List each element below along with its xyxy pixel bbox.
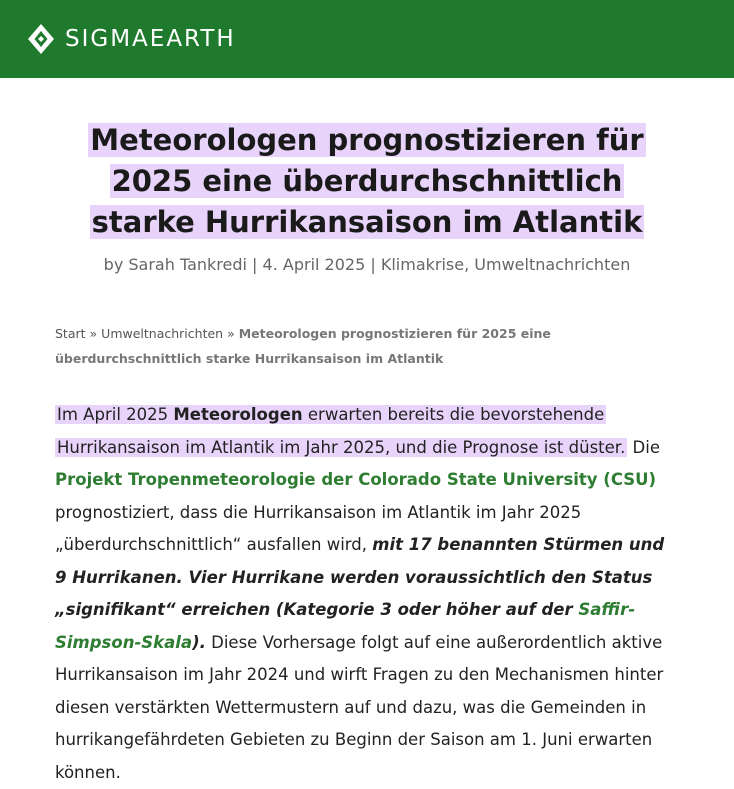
category-link-umweltnachrichten[interactable]: Umweltnachrichten <box>474 255 631 274</box>
sigmaearth-diamond-icon <box>27 23 55 55</box>
highlight-text-start: Im April 2025 <box>57 405 174 424</box>
forecast-emphasis: mit 17 benannten Stürmen und 9 Hurrikanen. Vier Hurrikane werden voraussichtlich den Status „signifikant“ erreichen (Kategorie 3 oder höher auf der <box>55 535 665 619</box>
page-title <box>55 120 679 243</box>
breadcrumb-current: Meteorologen prognostizieren für 2025 eine überdurchschnittlich starke Hurrikansaison im Atlantik <box>55 326 551 366</box>
meta-comma: , <box>464 255 470 274</box>
post-date: 4. April 2025 <box>262 255 366 274</box>
category-link-klimakrise[interactable]: Klimakrise <box>380 255 465 274</box>
highlight-text-end: erwarten bereits die bevorstehende Hurrikansaison im Atlantik im Jahr 2025, und die Prognose ist düster. <box>57 405 626 457</box>
forecast-emphasis-end: ). <box>192 632 206 652</box>
paragraph-text: Diese Vorhersage folgt auf eine außerordentlich aktive Hurrikansaison im Jahr 2024 und wirft Fragen zu den Mechanismen hinter diesen verstärkten Wettermustern auf und dazu, was die Gemeinden in hurrikangefährdeten Gebieten zu Beginn der Saison am 1. Juni erwarten können. <box>55 632 664 782</box>
paragraph-text: Die <box>627 437 660 457</box>
logo-text: SIGMAEARTH <box>65 26 236 52</box>
meta-by: by <box>103 255 124 274</box>
site-header <box>0 0 734 78</box>
meta-separator: | <box>252 255 258 274</box>
highlighted-sentence <box>55 405 627 457</box>
saffir-simpson-link[interactable]: Saffir-Simpson-Skala <box>55 600 636 652</box>
post-meta <box>55 255 679 274</box>
title-text: Meteorologen prognostizieren für 2025 eine überdurchschnittlich starke Hurrikansaison im Atlantik <box>90 123 644 239</box>
main-content <box>0 120 734 789</box>
breadcrumb-home-link[interactable]: Start <box>55 326 86 341</box>
breadcrumb-section-link[interactable]: Umweltnachrichten <box>101 326 224 341</box>
breadcrumb-separator: » <box>89 326 98 341</box>
paragraph-text: prognostiziert, dass die Hurrikansaison im Atlantik im Jahr 2025 „überdurchschnittlich“ ausfallen wird, <box>55 502 582 554</box>
meta-separator: | <box>370 255 376 274</box>
breadcrumb-separator: » <box>227 326 235 341</box>
site-logo[interactable] <box>27 23 236 55</box>
csu-project-link[interactable]: Projekt Tropenmeteorologie der Colorado State University (CSU) <box>55 470 657 489</box>
author-link[interactable]: Sarah Tankredi <box>128 255 247 274</box>
breadcrumb <box>55 321 679 371</box>
bold-term-meteorologen: Meteorologen <box>173 405 303 424</box>
article-paragraph <box>55 399 679 789</box>
